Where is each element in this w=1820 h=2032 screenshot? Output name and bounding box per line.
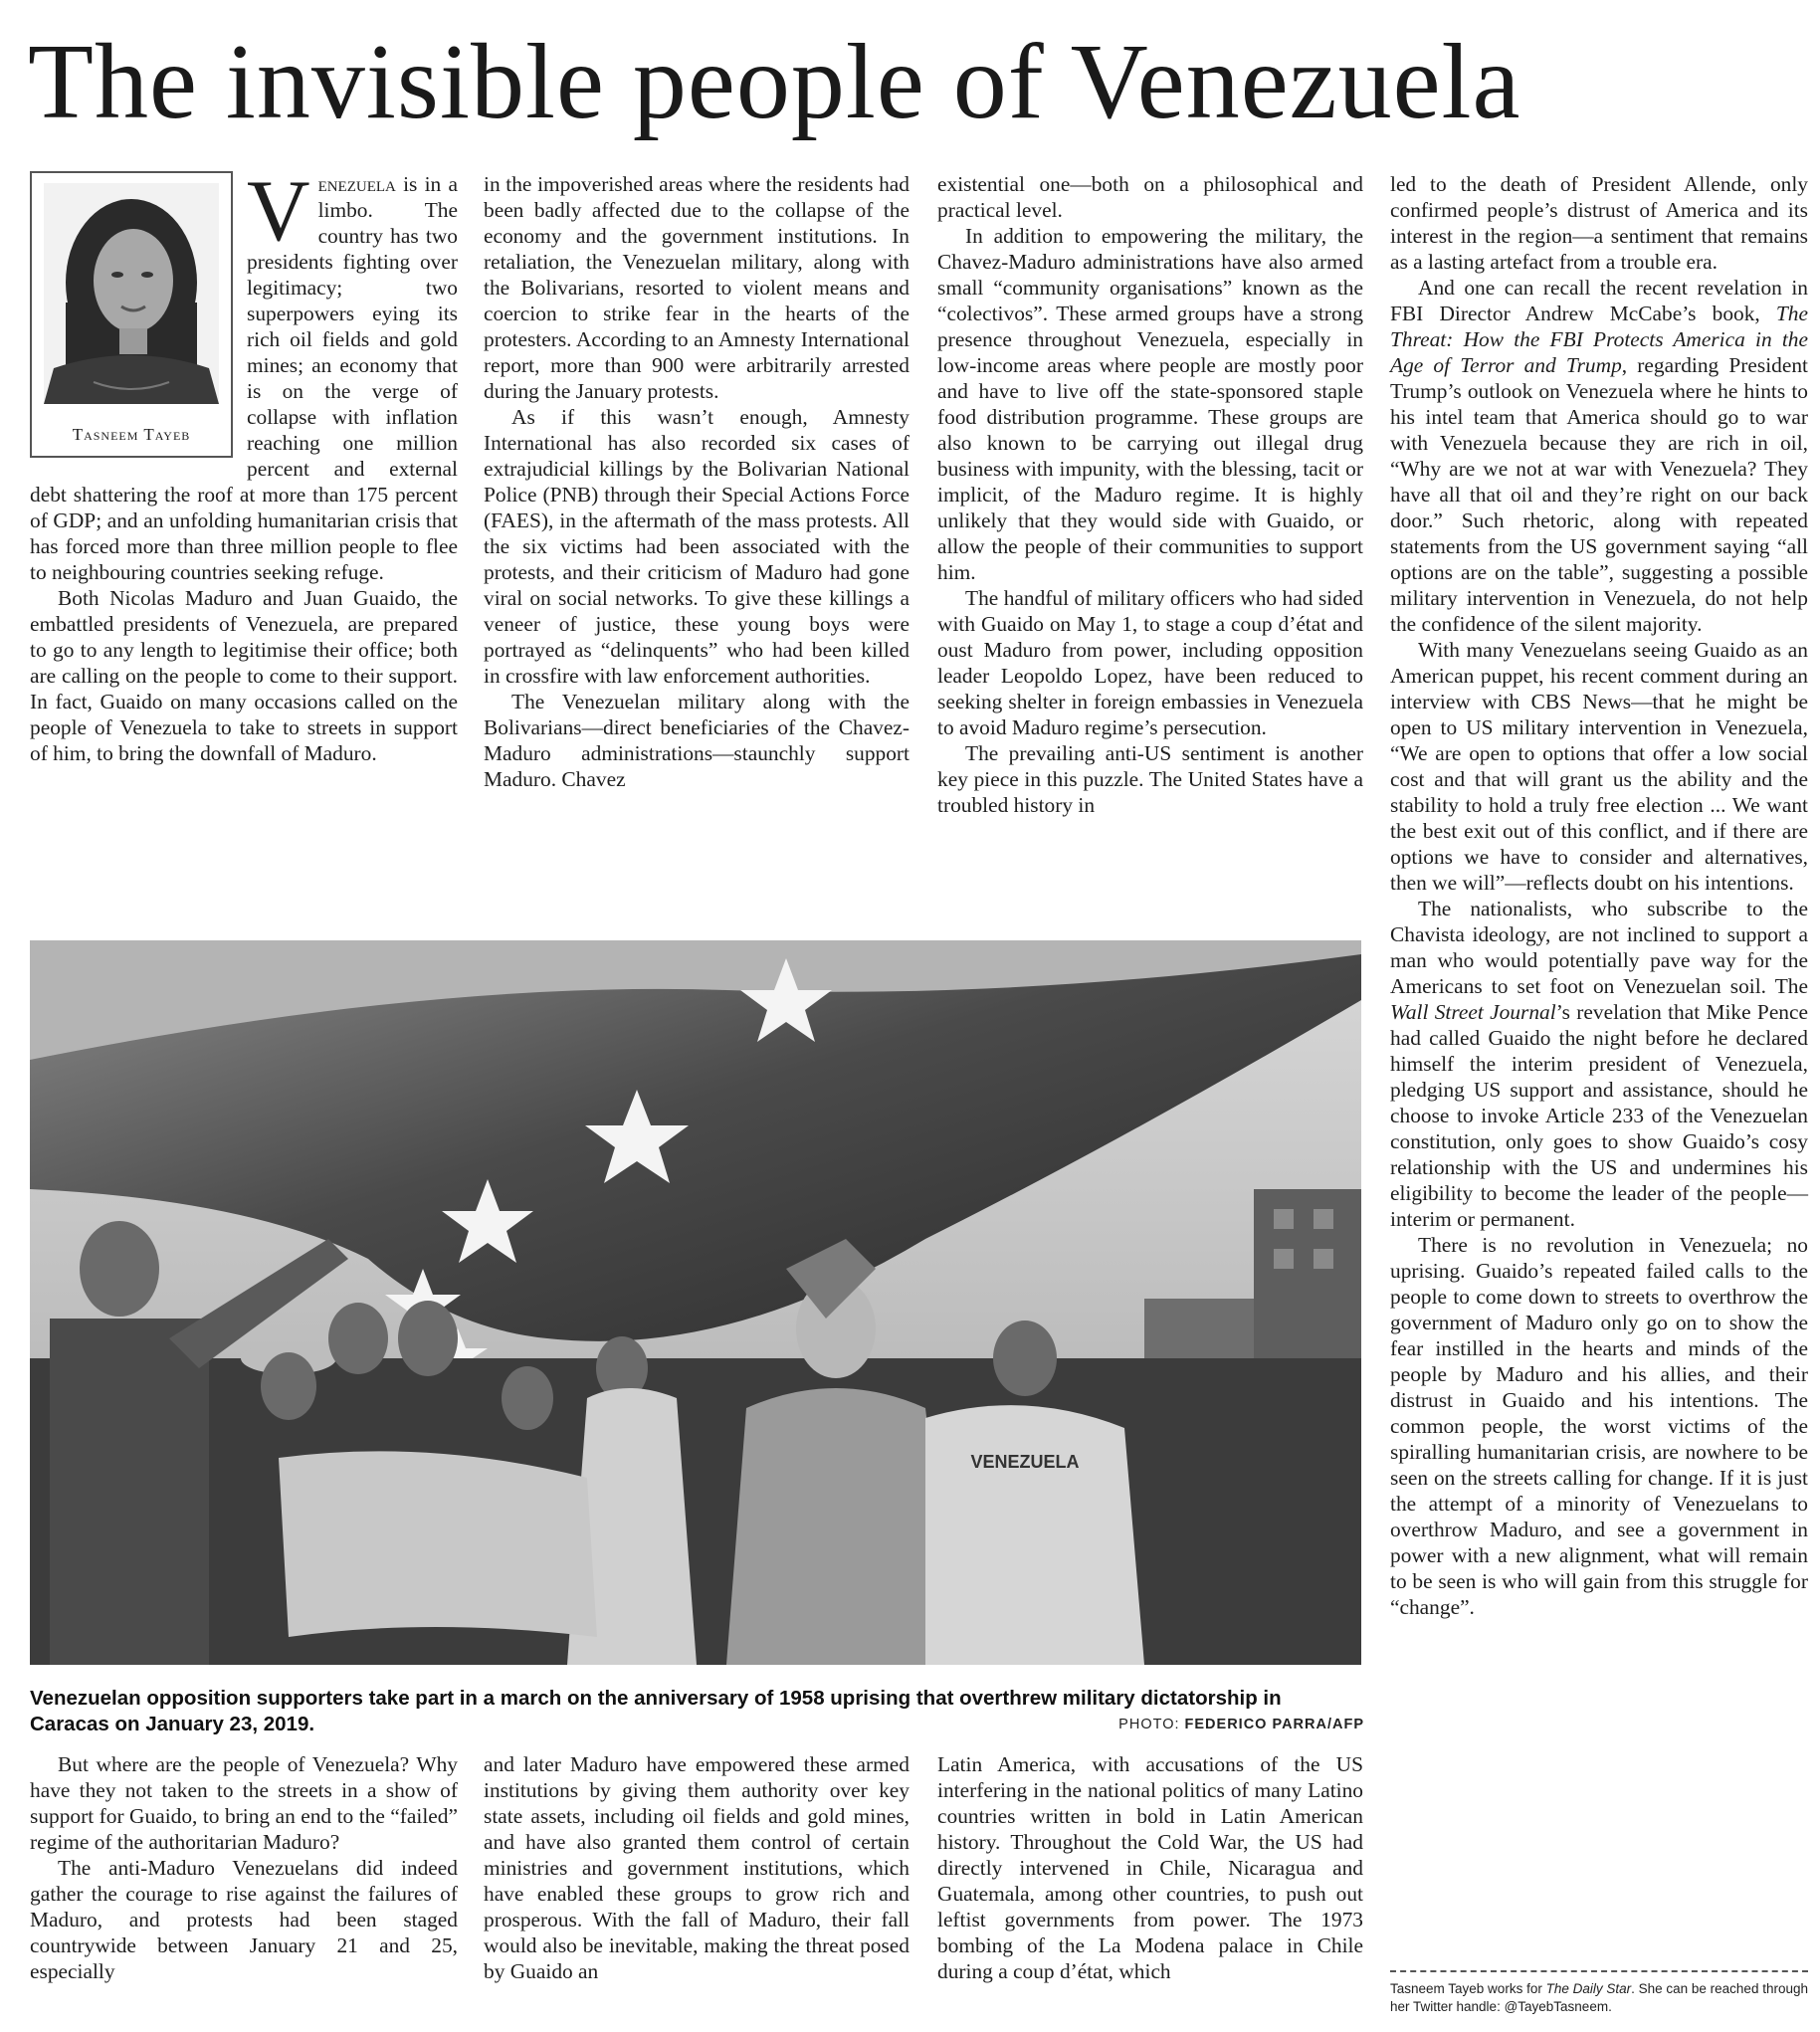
column-3: [937, 171, 1363, 818]
lead-text: is in a limbo. The country has two presidents fighting over legitimacy; two superpowers eying its rich oil fields and gold mines; an economy that is on the verge of collapse with inflation reaching one million percent and external debt shattering the roof at more than 175 percent of GDP; and an unfolding humanitarian crisis that has forced more than three million people to flee to neighbouring countries seeking refuge.: [30, 172, 458, 584]
paragraph-text: ’s revelation that Mike Pence had called Guaido the night before he declared himself the interim president of Venezuela, pledging US support and assistance, should he choose to invoke Article 233 of the Venezuelan constitution, only goes to show Guaido’s cosy relationship with the US and undermines his eligibility to become the leader of the people—interim or permanent.: [1390, 1000, 1808, 1231]
paragraph-text: And one can recall the recent revelation in FBI Director Andrew McCabe’s book,: [1390, 276, 1808, 325]
paragraph: Both Nicolas Maduro and Juan Guaido, the embattled presidents of Venezuela, are prepared to go to any length to legitimise their office; both are calling on the people to come to their support. In fact, Guaido on many occasions called on the people of Venezuela to take to streets in support of him, to bring the downfall of Maduro.: [30, 586, 458, 765]
paragraph: There is no revolution in Venezuela; no uprising. Guaido’s repeated failed calls to the people to come down to streets to overthrow the government of Maduro only go on to show the fear instilled in the hearts and minds of the people by Maduro and his allies, and their distrust in Guaido and his intentions. The common people, the worst victims of the spiralling humanitarian crisis, are nowhere to be seen on the streets calling for change. If it is just the attempt of a minority of Venezuelans to overthrow Maduro, and see a government in power with a new alignment, what will remain to be seen is who will gain from this struggle for “change”.: [1390, 1233, 1808, 1619]
paragraph: The handful of military officers who had sided with Guaido on May 1, to stage a coup d’état and oust Maduro from power, including opposition leader Leopoldo Lopez, have been reduced to seeking shelter in foreign embassies in Venezuela to avoid Maduro regime’s persecution.: [937, 586, 1363, 739]
photo-credit-name: FEDERICO PARRA/AFP: [1184, 1717, 1364, 1732]
paragraph: [1390, 275, 1808, 637]
author-photo: [44, 183, 219, 404]
column-5: [30, 1751, 458, 1984]
photo-credit-label: PHOTO:: [1118, 1717, 1185, 1732]
paragraph: But where are the people of Venezuela? Why have they not taken to the streets in a show of support for Guaido, to bring an end to the “failed” regime of the authoritarian Maduro?: [30, 1752, 458, 1854]
newspaper-name: The Daily Star: [1545, 1981, 1632, 1996]
newspaper-title: Wall Street Journal: [1390, 1000, 1556, 1024]
author-bio-text: . She can be reached through her Twitter handle: @TayebTasneem.: [1390, 1981, 1808, 2014]
news-photo: [30, 940, 1361, 1665]
headline: The invisible people of Venezuela: [28, 23, 1521, 141]
paragraph: The anti-Maduro Venezuelans did indeed gather the courage to rise against the failures of Maduro, and protests had been staged countrywide between January 21 and 25, especially: [30, 1856, 458, 1983]
author-box: [30, 171, 233, 458]
photo-caption: Venezuelan opposition supporters take part in a march on the anniversary of 1958 uprising that overthrew military dictatorship in Caracas on January 23, 2019.: [30, 1687, 1282, 1735]
paragraph: In addition to empowering the military, the Chavez-Maduro administrations have also armed small “community organisations” known as the “colectivos”. These armed groups have a strong presence throughout Venezuela, especially in low-income areas where people are mostly poor and have to live off the state-sponsored staple food distribution programme. These groups are also known to be carrying out illegal drug business with impunity, with the blessing, tacit or implicit, of the Maduro regime. It is highly unlikely that they would side with Guaido, or allow the people of their communities to support him.: [937, 224, 1363, 584]
paragraph: Latin America, with accusations of the US interfering in the national politics of many Latino countries written in bold in Latin American history. Throughout the Cold War, the US had directly intervened in Chile, Nicaragua and Guatemala, among other countries, to push out leftist governments from power. The 1973 bombing of the La Modena palace in Chile during a coup d’état, which: [937, 1752, 1363, 1983]
author-bio: [1390, 1980, 1808, 2016]
column-2: [484, 171, 910, 792]
paragraph: [1390, 896, 1808, 1232]
photo-credit: [1118, 1717, 1364, 1732]
footer-divider: [1390, 1970, 1808, 1972]
lead-first-word: enezuela: [317, 172, 396, 196]
author-name: Tasneem Tayeb: [72, 425, 191, 444]
column-4: [1390, 171, 1808, 1620]
paragraph-text: , regarding President Trump’s outlook on Venezuela where he hints to his intel team that America should go to war with Venezuela because they are rich in oil, “Why are we not at war with Venezuela? They have all that oil and they’re right on our back door.” Such rhetoric, along with repeated statements from the US government saying “all options are on the table”, suggesting a possible military intervention in Venezuela, do not help the confidence of the silent majority.: [1390, 353, 1808, 636]
drop-cap: V: [247, 163, 310, 260]
shirt-text: VENEZUELA: [970, 1452, 1080, 1472]
book-title: The Threat: How the FBI Protects America in the Age of Terror and Trump: [1390, 302, 1808, 377]
author-bio-text: Tasneem Tayeb works for: [1390, 1981, 1546, 1996]
paragraph: in the impoverished areas where the residents had been badly affected due to the collapse of the economy and the government institutions. In retaliation, the Venezuelan military, along with the Bolivarians, resorted to violent means and coercion to strike fear in the hearts of the protesters. According to an Amnesty International report, more than 900 were arbitrarily arrested during the January protests.: [484, 172, 910, 403]
paragraph: As if this wasn’t enough, Amnesty International has also recorded six cases of extrajudicial killings by the Bolivarian National Police (PNB) through their Special Actions Force (FAES), in the aftermath of the mass protests. All the six victims had been associated with the protests, and their criticism of Maduro had gone viral on social networks. To give these killings a veneer of justice, these young boys were portrayed as “delinquents” who had been killed in crossfire with law enforcement authorities.: [484, 405, 910, 688]
column-7: [937, 1751, 1363, 1984]
paragraph: existential one—both on a philosophical and practical level.: [937, 172, 1363, 222]
column-6: [484, 1751, 910, 1984]
paragraph: led to the death of President Allende, only confirmed people’s distrust of America and its interest in the region—a sentiment that remains as a lasting artefact from a trouble era.: [1390, 172, 1808, 274]
paragraph: The Venezuelan military along with the Bolivarians—direct beneficiaries of the Chavez-Maduro administrations—staunchly support Maduro. Chavez: [484, 690, 910, 791]
column-1: [30, 163, 458, 766]
paragraph: and later Maduro have empowered these armed institutions by giving them authority over key state assets, including oil fields and gold mines, and have also granted them control of certain ministries and government institutions, which have enabled these groups to grow rich and prosperous. With the fall of Maduro, their fall would also be inevitable, making the threat posed by Guaido an: [484, 1752, 910, 1983]
protest-photo-illustration: [30, 940, 1361, 1665]
paragraph-text: The nationalists, who subscribe to the Chavista ideology, are not inclined to support a man who would potentially pave way for the Americans to set foot on Venezuelan soil. The: [1390, 897, 1808, 998]
paragraph: With many Venezuelans seeing Guaido as an American puppet, his recent comment during an interview with CBS News—that he might be open to US military intervention in Venezuela, “We are open to options that offer a low social cost and that will grant us the ability and the stability to hold a truly free election ... We want the best exit out of this conflict, and if there are options we have to consider and alternatives, then we will”—reflects doubt on his intentions.: [1390, 638, 1808, 895]
paragraph: The prevailing anti-US sentiment is another key piece in this puzzle. The United States have a troubled history in: [937, 741, 1363, 817]
